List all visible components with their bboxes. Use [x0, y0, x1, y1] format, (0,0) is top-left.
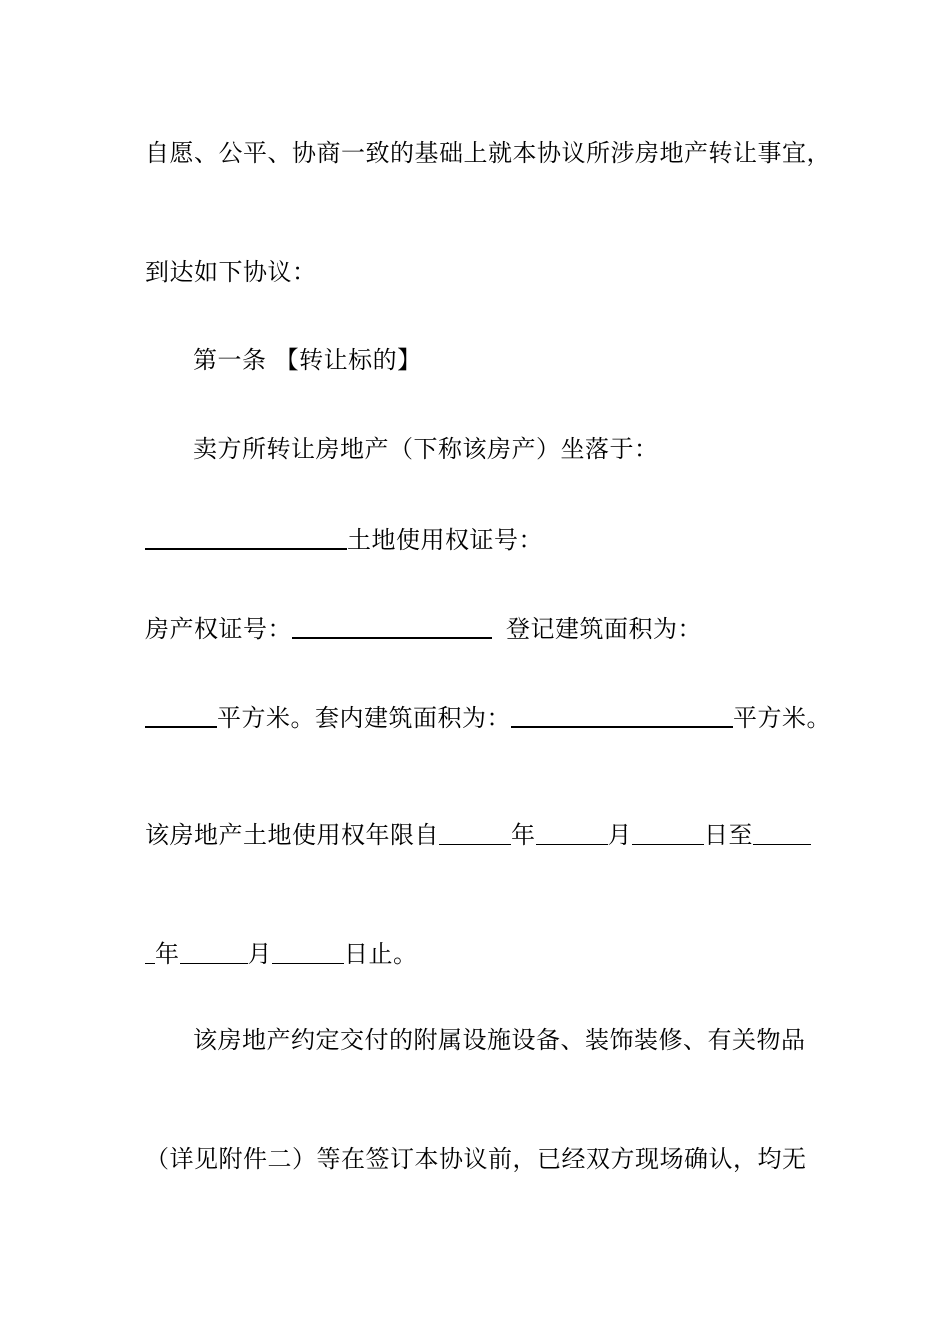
field-label: 房产权证号：	[145, 615, 292, 643]
fill-blank[interactable]	[511, 702, 733, 728]
field-label: 日至	[704, 821, 753, 849]
article-heading: 第一条 【转让标的】	[193, 346, 422, 374]
fill-blank[interactable]	[145, 939, 155, 964]
field-label: 平方米。	[733, 704, 831, 732]
paragraph-line	[145, 700, 831, 733]
field-label: 日止。	[344, 940, 418, 968]
fill-blank[interactable]	[753, 820, 811, 845]
paragraph-line	[145, 522, 543, 555]
fill-blank[interactable]	[145, 702, 217, 728]
fill-blank[interactable]	[439, 820, 511, 845]
paragraph-line: 自愿、公平、协商一致的基础上就本协议所涉房地产转让事宜，	[145, 139, 831, 167]
paragraph-line: 该房地产约定交付的附属设施设备、装饰装修、有关物品	[193, 1026, 806, 1054]
paragraph-line: 到达如下协议：	[145, 258, 317, 286]
paragraph-line	[145, 937, 418, 969]
fill-blank[interactable]	[180, 939, 248, 964]
field-label: 平方米。套内建筑面积为：	[217, 704, 511, 732]
fill-blank[interactable]	[536, 820, 608, 845]
paragraph-line: （详见附件二）等在签订本协议前，已经双方现场确认，均无	[145, 1145, 807, 1173]
field-label: 土地使用权证号：	[347, 526, 543, 554]
fill-blank[interactable]	[292, 613, 492, 639]
paragraph-line	[145, 611, 702, 644]
field-label: 该房地产土地使用权年限自	[145, 821, 439, 849]
field-label: 年	[155, 940, 180, 968]
fill-blank[interactable]	[632, 820, 704, 845]
fill-blank[interactable]	[145, 524, 347, 550]
field-label: 年	[511, 821, 536, 849]
paragraph-line: 卖方所转让房地产（下称该房产）坐落于：	[193, 435, 659, 463]
field-label: 登记建筑面积为：	[506, 615, 702, 643]
paragraph-line	[145, 818, 811, 850]
field-label: 月	[247, 940, 272, 968]
field-label: 月	[607, 821, 632, 849]
fill-blank[interactable]	[272, 939, 344, 964]
